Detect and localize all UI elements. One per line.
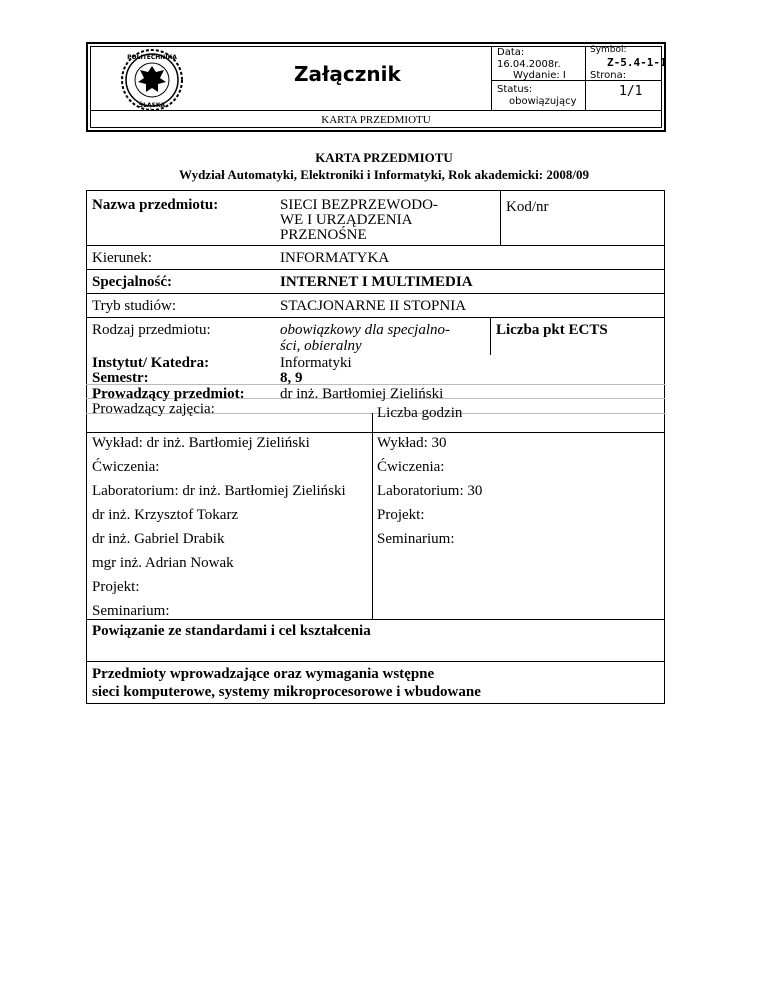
svg-text:POLITECHNIKA: POLITECHNIKA bbox=[127, 54, 177, 61]
col-divider-kod bbox=[500, 190, 501, 245]
standards-label: Powiązanie ze standardami i cel kształcenia bbox=[92, 623, 371, 639]
date-label: Data: bbox=[497, 47, 525, 58]
subject-name-line3: PRZENOŚNE bbox=[280, 227, 367, 243]
symbol-label: Symbol: bbox=[590, 45, 627, 55]
subject-type-line1: obowiązkowy dla specjalno- bbox=[280, 322, 450, 338]
doc-title: KARTA PRZEDMIOTU bbox=[315, 150, 453, 165]
institute-value: Informatyki bbox=[280, 355, 352, 371]
row-divider bbox=[86, 432, 665, 433]
subject-type-line2: ści, obieralny bbox=[280, 338, 362, 354]
symbol-value: Z-5.4-1-1 bbox=[607, 56, 667, 69]
page-value: 1/1 bbox=[619, 84, 643, 99]
hours-row: Laboratorium: 30 bbox=[377, 483, 483, 499]
hours-row: Wykład: 30 bbox=[377, 435, 447, 451]
row-divider bbox=[86, 619, 665, 620]
status-value: obowiązujący bbox=[509, 96, 577, 107]
instructor-row: dr inż. Krzysztof Tokarz bbox=[92, 507, 239, 523]
code-label: Kod/nr bbox=[506, 199, 549, 215]
semester-value: 8, 9 bbox=[280, 370, 303, 386]
page-label: Strona: bbox=[590, 70, 627, 81]
col-divider-godziny bbox=[372, 413, 373, 619]
prerequisites-label: Przedmioty wprowadzające oraz wymagania wstępne bbox=[92, 666, 435, 682]
hours-row: Ćwiczenia: bbox=[377, 459, 445, 475]
hours-row: Projekt: bbox=[377, 507, 425, 523]
lecturer-label: Prowadzący przedmiot: bbox=[92, 386, 245, 402]
instructor-row: Laboratorium: dr inż. Bartłomiej Zieliński bbox=[92, 483, 346, 499]
table-border-bottom bbox=[86, 703, 665, 704]
row-divider bbox=[86, 245, 665, 246]
institute-label: Instytut/ Katedra: bbox=[92, 355, 210, 371]
hours-row: Seminarium: bbox=[377, 531, 455, 547]
status-label: Status: bbox=[497, 84, 533, 95]
instructor-row: Wykład: dr inż. Bartłomiej Zieliński bbox=[92, 435, 310, 451]
specialization-label: Specjalność: bbox=[92, 274, 172, 290]
attachment-title: Załącznik bbox=[294, 62, 401, 86]
study-mode-label: Tryb studiów: bbox=[92, 298, 177, 314]
subject-name-label: Nazwa przedmiotu: bbox=[92, 197, 219, 213]
subject-name-line1: SIECI BEZPRZEWODO- bbox=[280, 197, 438, 213]
instructors-label: Prowadzący zajęcia: bbox=[92, 401, 215, 417]
col-divider-ects bbox=[490, 317, 491, 355]
field-of-study-label: Kierunek: bbox=[92, 250, 152, 266]
field-of-study-value: INFORMATYKA bbox=[280, 250, 390, 266]
specialization-value: INTERNET I MULTIMEDIA bbox=[280, 274, 473, 290]
row-divider bbox=[86, 317, 665, 318]
table-border-top bbox=[86, 190, 665, 191]
doc-subtitle: Wydział Automatyki, Elektroniki i Informatyki, Rok akademicki: 2008/09 bbox=[179, 167, 589, 182]
instructor-row: mgr inż. Adrian Nowak bbox=[92, 555, 234, 571]
lecturer-value: dr inż. Bartłomiej Zieliński bbox=[280, 386, 444, 402]
row-divider bbox=[86, 293, 665, 294]
instructor-row: Seminarium: bbox=[92, 603, 170, 619]
subject-type-label: Rodzaj przedmiotu: bbox=[92, 322, 211, 338]
row-divider bbox=[86, 661, 665, 662]
hours-label: Liczba godzin bbox=[377, 405, 463, 421]
subject-name-line2: WE I URZĄDZENIA bbox=[280, 212, 413, 228]
table-border-right bbox=[664, 190, 665, 704]
header-divider-2 bbox=[585, 46, 586, 111]
row-divider bbox=[86, 269, 665, 270]
ects-label: Liczba pkt ECTS bbox=[496, 322, 608, 338]
edition: Wydanie: I bbox=[513, 70, 566, 81]
date-value: 16.04.2008r. bbox=[497, 59, 561, 70]
svg-text:ŚLĄSKA: ŚLĄSKA bbox=[138, 102, 166, 109]
prerequisites-value: sieci komputerowe, systemy mikroprocesorowe i wbudowane bbox=[92, 684, 481, 700]
instructor-row: dr inż. Gabriel Drabik bbox=[92, 531, 225, 547]
university-seal-icon bbox=[120, 48, 184, 112]
semester-label: Semestr: bbox=[92, 370, 149, 386]
header-divider-1 bbox=[491, 46, 492, 111]
header-footer-text: KARTA PRZEDMIOTU bbox=[321, 114, 431, 126]
row-divider-light bbox=[86, 384, 665, 385]
instructor-row: Projekt: bbox=[92, 579, 140, 595]
instructor-row: Ćwiczenia: bbox=[92, 459, 160, 475]
study-mode-value: STACJONARNE II STOPNIA bbox=[280, 298, 467, 314]
table-border-left bbox=[86, 190, 87, 704]
